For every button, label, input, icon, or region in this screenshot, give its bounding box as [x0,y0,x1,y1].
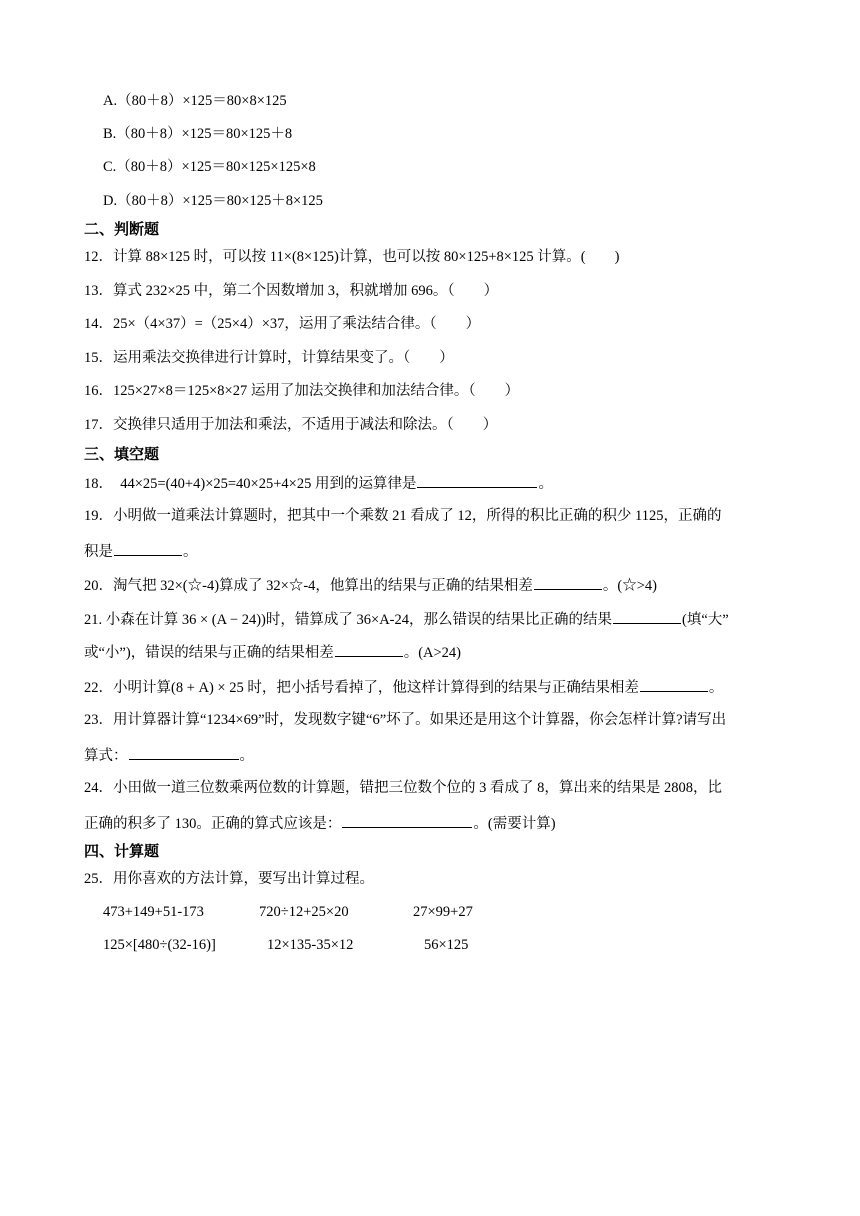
section-judge-heading: 二、判断题 [84,220,160,238]
fill-item-21-line2 [84,641,784,663]
q22-end: 。 [708,680,724,696]
calc-expr-2: 720÷12+25×20 [259,904,349,920]
q22-answer-blank[interactable] [640,676,708,692]
judge-item-17: 17．交换律只适用于加法和乘法，不适用于减法和除法。（ ） [84,417,498,433]
judge-item-12: 12．计算 88×125 时，可以按 11×(8×125)计算，也可以按 80×125+8×125 计算。( ) [84,249,620,265]
option-c: C.（80＋8）×125＝80×125×125×8 [103,159,316,175]
q22-text: 22．小明计算(8 + A) × 25 时，把小括号看掉了，他这样计算得到的结果与正确结果相差 [84,680,639,696]
q21-text-2: 或“小”)，错误的结果与正确的结果相差 [84,645,334,661]
q24-answer-blank[interactable] [342,812,472,828]
judge-item-14: 14．25×（4×37）=（25×4）×37，运用了乘法结合律。（ ） [84,316,481,332]
calc-item-25: 25．用你喜欢的方法计算，要写出计算过程。 [84,871,374,887]
option-d: D.（80＋8）×125＝80×125＋8×125 [103,193,323,209]
fill-item-19-line1: 19．小明做一道乘法计算题时，把其中一个乘数 21 看成了 12，所得的积比正确的积少 1125，正确的 [84,508,722,524]
q23-text: 算式： [84,748,128,764]
judge-item-16: 16．125×27×8＝125×8×27 运用了加法交换律和加法结合律。（ ） [84,383,520,399]
q24-end: 。(需要计算) [473,816,556,832]
q23-answer-blank[interactable] [129,744,239,760]
section-calc-heading: 四、计算题 [84,842,160,860]
fill-item-23-line1: 23．用计算器计算“1234×69”时，发现数字键“6”坏了。如果还是用这个计算器，你会怎样计算?请写出 [84,712,727,728]
section-fill-heading: 三、填空题 [84,445,160,463]
fill-item-20 [84,574,784,596]
fill-item-21-line1 [84,608,784,630]
q23-end: 。 [239,748,254,764]
q20-end: 。(☆>4) [602,578,658,594]
option-b: B.（80＋8）×125＝80×125＋8 [103,126,293,142]
q21-hint: (填“大” [682,612,729,628]
q21-text: 21. 小森在计算 36 × (A − 24))时，错算成了 36×A-24，那么错误的结果比正确的结果 [84,612,612,628]
judge-item-13: 13．算式 232×25 中，第二个因数增加 3，积就增加 696。（ ） [84,283,499,299]
q19-end: 。 [183,544,198,560]
q21-answer-blank-1[interactable] [613,608,681,624]
calc-expr-5: 12×135-35×12 [267,937,354,953]
q21-end: 。(A>24) [403,645,462,661]
calc-expr-1: 473+149+51-173 [103,904,204,920]
q19-text: 积是 [84,544,113,560]
q18-end: 。 [538,476,553,492]
q20-answer-blank[interactable] [534,574,602,590]
fill-item-19-line2 [84,540,784,562]
calc-expr-6: 56×125 [424,937,469,953]
q18-text: 18． 44×25=(40+4)×25=40×25+4×25 用到的运算律是 [84,476,417,492]
fill-item-24-line2 [84,812,784,834]
fill-item-18 [84,472,784,494]
q18-answer-blank[interactable] [417,472,537,488]
fill-item-23-line2 [84,744,784,766]
q21-answer-blank-2[interactable] [335,641,403,657]
calc-expr-3: 27×99+27 [413,904,473,920]
fill-item-22 [84,676,784,698]
calc-expr-4: 125×[480÷(32-16)] [103,937,216,953]
option-a: A.（80＋8）×125＝80×8×125 [103,93,287,109]
judge-item-15: 15．运用乘法交换律进行计算时，计算结果变了。（ ） [84,350,454,366]
fill-item-24-line1: 24．小田做一道三位数乘两位数的计算题，错把三位数个位的 3 看成了 8，算出来的结果是 2808，比 [84,780,722,796]
q24-text: 正确的积多了 130。正确的算式应该是： [84,816,342,832]
q19-answer-blank[interactable] [114,540,182,556]
q20-text: 20．淘气把 32×(☆-4)算成了 32×☆-4，他算出的结果与正确的结果相差 [84,578,533,594]
